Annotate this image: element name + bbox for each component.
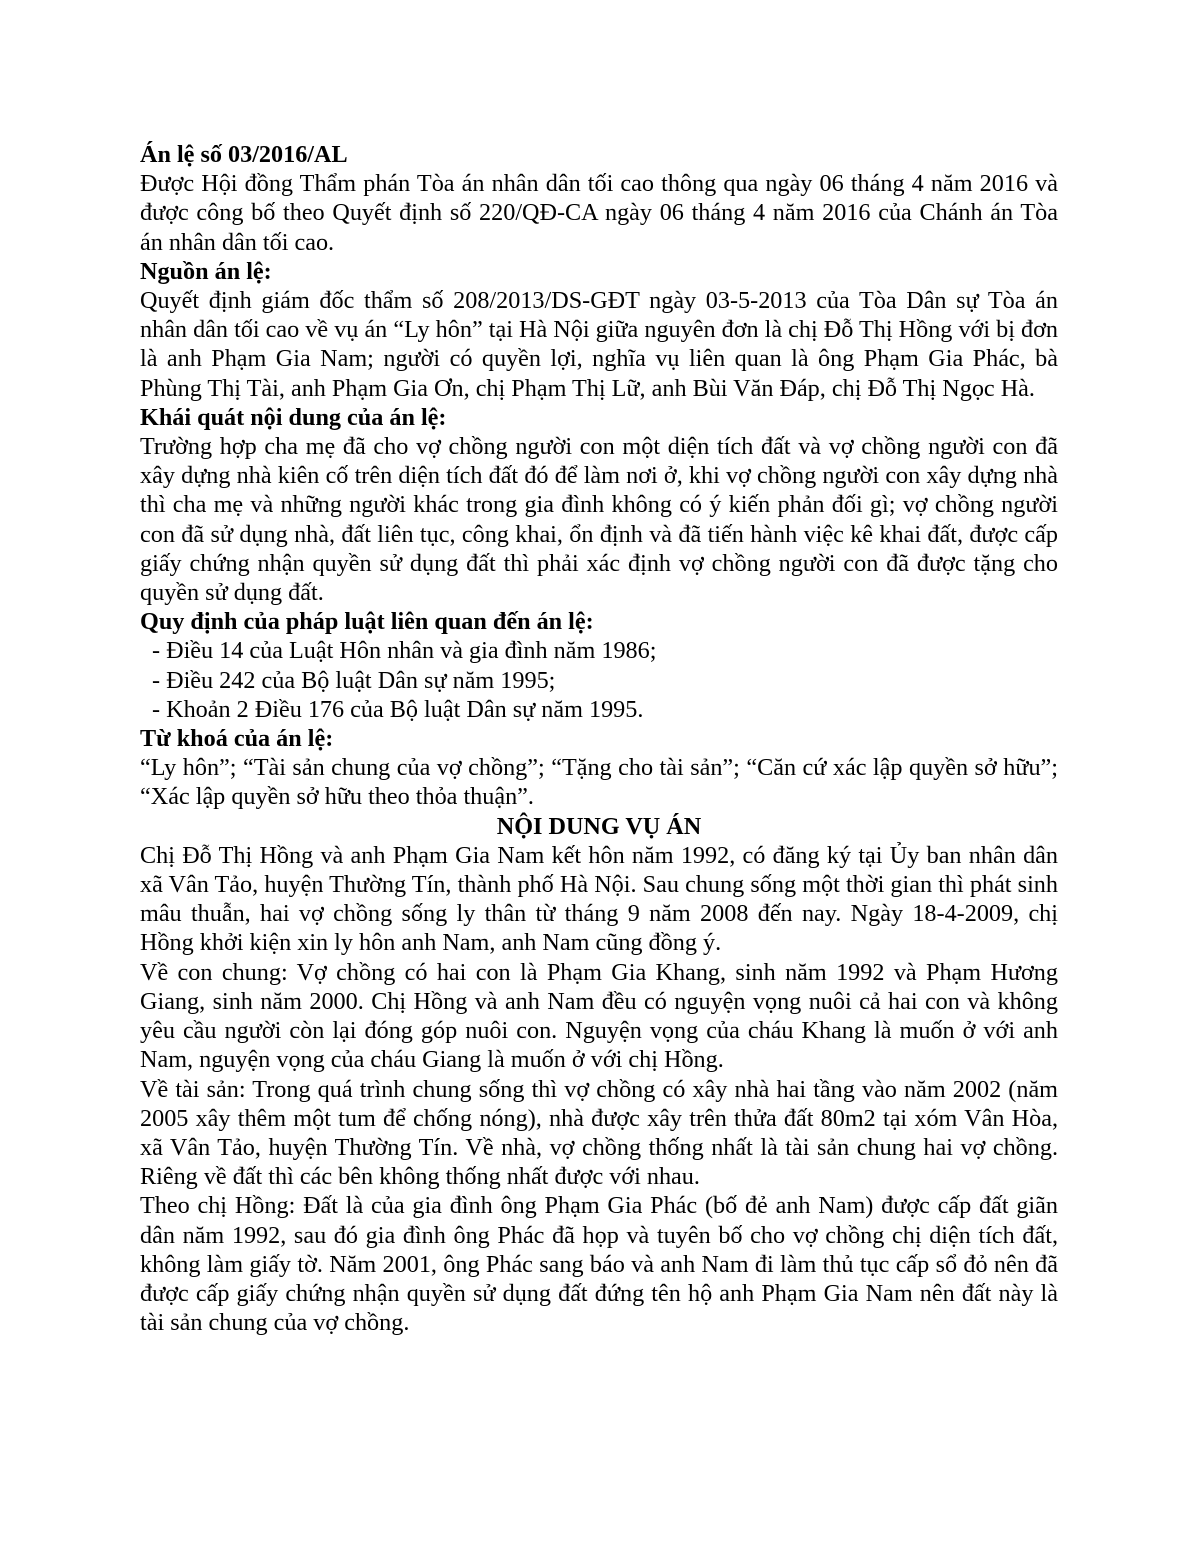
law-item: - Khoản 2 Điều 176 của Bộ luật Dân sự năm 1995. [152,695,644,723]
keywords-heading: Từ khoá của án lệ: [140,725,334,753]
case-paragraph: Về con chung: Vợ chồng có hai con là Phạm Gia Khang, sinh năm 1992 và Phạm Hương Giang, sinh năm 2000. Chị Hồng và anh Nam đều có nguyện vọng nuôi cả hai con và không yêu cầu người còn lại đóng góp nuôi con. Nguyện vọng của cháu Khang là muốn ở với anh Nam, nguyện vọng của cháu Giang là muốn ở với chị Hồng. [140,958,1058,1074]
summary-heading: Khái quát nội dung của án lệ: [140,403,447,431]
document-page [140,140,1058,1337]
source-heading: Nguồn án lệ: [140,257,272,285]
case-paragraph: Theo chị Hồng: Đất là của gia đình ông Phạm Gia Phác (bố đẻ anh Nam) được cấp đất giãn dân năm 1992, sau đó gia đình ông Phác đã họp và tuyên bố cho vợ chồng chị diện tích đất, không làm giấy tờ. Năm 2001, ông Phác sang báo và anh Nam đi làm thủ tục cấp sổ đỏ nên đã được cấp giấy chứng nhận quyền sử dụng đất đứng tên hộ anh Phạm Gia Nam nên đất này là tài sản chung của vợ chồng. [140,1192,1058,1337]
intro-paragraph: Được Hội đồng Thẩm phán Tòa án nhân dân tối cao thông qua ngày 06 tháng 4 năm 2016 và được công bố theo Quyết định số 220/QĐ-CA ngày 06 tháng 4 năm 2016 của Chánh án Tòa án nhân dân tối cao. [140,170,1058,256]
source-paragraph: Quyết định giám đốc thẩm số 208/2013/DS-GĐT ngày 03-5-2013 của Tòa Dân sự Tòa án nhân dân tối cao về vụ án “Ly hôn” tại Hà Nội giữa nguyên đơn là chị Đỗ Thị Hồng với bị đơn là anh Phạm Gia Nam; người có quyền lợi, nghĩa vụ liên quan là ông Phạm Gia Phác, bà Phùng Thị Tài, anh Phạm Gia Ơn, chị Phạm Thị Lữ, anh Bùi Văn Đáp, chị Đỗ Thị Ngọc Hà. [140,287,1058,402]
case-heading: NỘI DUNG VỤ ÁN [496,812,702,840]
keywords-paragraph: “Ly hôn”; “Tài sản chung của vợ chồng”; “Tặng cho tài sản”; “Căn cứ xác lập quyền sở hữu”; “Xác lập quyền sở hữu theo thỏa thuận”. [140,754,1058,811]
law-item: - Điều 14 của Luật Hôn nhân và gia đình năm 1986; [152,637,657,665]
law-heading: Quy định của pháp luật liên quan đến án lệ: [140,608,594,636]
case-paragraph: Về tài sản: Trong quá trình chung sống thì vợ chồng có xây nhà hai tầng vào năm 2002 (năm 2005 xây thêm một tum để chống nóng), nhà được xây trên thửa đất 80m2 tại xóm Vân Hòa, xã Vân Tảo, huyện Thường Tín. Về nhà, vợ chồng thống nhất là tài sản chung hai vợ chồng. Riêng về đất thì các bên không thống nhất được với nhau. [140,1075,1058,1191]
law-item: - Điều 242 của Bộ luật Dân sự năm 1995; [152,666,556,694]
law-list [140,636,1058,724]
summary-paragraph: Trường hợp cha mẹ đã cho vợ chồng người con một diện tích đất và vợ chồng người con đã xây dựng nhà kiên cố trên diện tích đất đó để làm nơi ở, khi vợ chồng người con xây dựng nhà thì cha mẹ và những người khác trong gia đình không có ý kiến phản đối gì; vợ chồng người con đã sử dụng nhà, đất liên tục, công khai, ổn định và đã tiến hành việc kê khai đất, được cấp giấy chứng nhận quyền sử dụng đất thì phải xác định vợ chồng người con đã được tặng cho quyền sử dụng đất. [140,433,1058,607]
document-title: Án lệ số 03/2016/AL [140,141,348,168]
case-paragraph: Chị Đỗ Thị Hồng và anh Phạm Gia Nam kết hôn năm 1992, có đăng ký tại Ủy ban nhân dân xã Vân Tảo, huyện Thường Tín, thành phố Hà Nội. Sau chung sống một thời gian thì phát sinh mâu thuẫn, hai vợ chồng sống ly thân từ tháng 9 năm 2008 đến nay. Ngày 18-4-2009, chị Hồng khởi kiện xin ly hôn anh Nam, anh Nam cũng đồng ý. [140,841,1058,957]
